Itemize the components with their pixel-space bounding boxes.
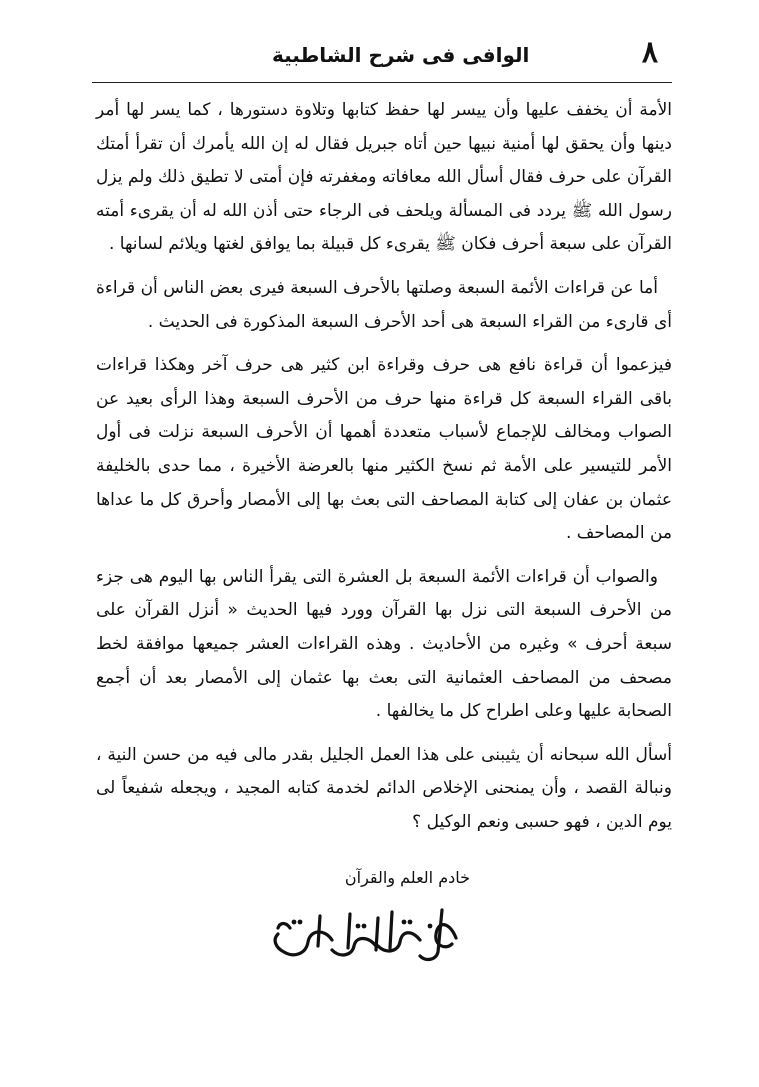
page-header xyxy=(92,30,672,86)
paragraph-2: أما عن قراءات الأئمة السبعة وصلتها بالأحرف السبعة فيرى بعض الناس أن قراءة أى قارىء من القراء السبعة هى أحد الأحرف السبعة المذكورة فى الحديث . xyxy=(96,277,672,332)
body-text xyxy=(96,94,672,849)
paragraph-3: فيزعموا أن قراءة نافع هى حرف وقراءة ابن كثير هى حرف آخر وهكذا قراءات باقى القراء السبعة كل قراءة منها حرف من الأحرف السبعة وهذا الرأى بعيد عن الصواب ومخالف للإجماع لأسباب متعددة أهمها أن الأحرف السبعة نزلت فى أول الأمر للتيسير على الأمة ثم نسخ الكثير منها بالعرضة الأخيرة ، مما حدى بالخليفة عثمان بن عفان إلى كتابة المصاحف التى بعث بها إلى الأمصار وأحرق كل ما عداها من المصاحف . xyxy=(96,355,672,544)
paragraph-4: والصواب أن قراءات الأئمة السبعة بل العشرة التى يقرأ الناس بها اليوم هى جزء من الأحرف السبعة التى نزل بها القرآن وورد فيها الحديث « أنزل القرآن على سبعة أحرف » وغيره من الأحاديث . وهذه القراءات العشر جميعها موافقة لخط مصحف من المصاحف العثمانية التى بعث بها عثمان إلى الأمصار بعد أن أجمع الصحابة عليها وعلى اطراح كل ما يخالفها . xyxy=(96,566,672,722)
running-title: الوافى فى شرح الشاطبية xyxy=(272,43,530,67)
signature-caption: خادم العلم والقرآن xyxy=(344,868,470,887)
page-number: ٨ xyxy=(641,35,658,70)
calligraphic-signature xyxy=(260,900,470,970)
signature-block xyxy=(210,866,470,986)
header-rule xyxy=(92,82,672,83)
signature-drawing xyxy=(260,900,470,970)
paragraph-1: الأمة أن يخفف عليها وأن ييسر لها حفظ كتابها وتلاوة دستورها ، كما يسر لها أمر دينها وأن يحقق لها أمنية نبيها حين أتاه جبريل فقال له إن الله يأمرك أن تقرأ أمتك القرآن على حرف فقال أسأل الله معافاته ومغفرته فإن أمتى لا تطيق ذلك ولم يزل رسول الله ﷺ يردد فى المسألة ويلحف فى الرجاء حتى أذن الله له أن يقرىء أمته القرآن على سبعة أحرف فكان ﷺ يقرىء كل قبيلة بما يوافق لغتها ويلائم لسانها . xyxy=(96,100,672,255)
paragraph-5: أسأل الله سبحانه أن يثيبنى على هذا العمل الجليل بقدر مالى فيه من حسن النية ، ونبالة القصد ، وأن يمنحنى الإخلاص الدائم لخدمة كتابه المجيد ، ويجعله شفيعاً لى يوم الدين ، فهو حسبى ونعم الوكيل ؟ xyxy=(96,744,672,832)
